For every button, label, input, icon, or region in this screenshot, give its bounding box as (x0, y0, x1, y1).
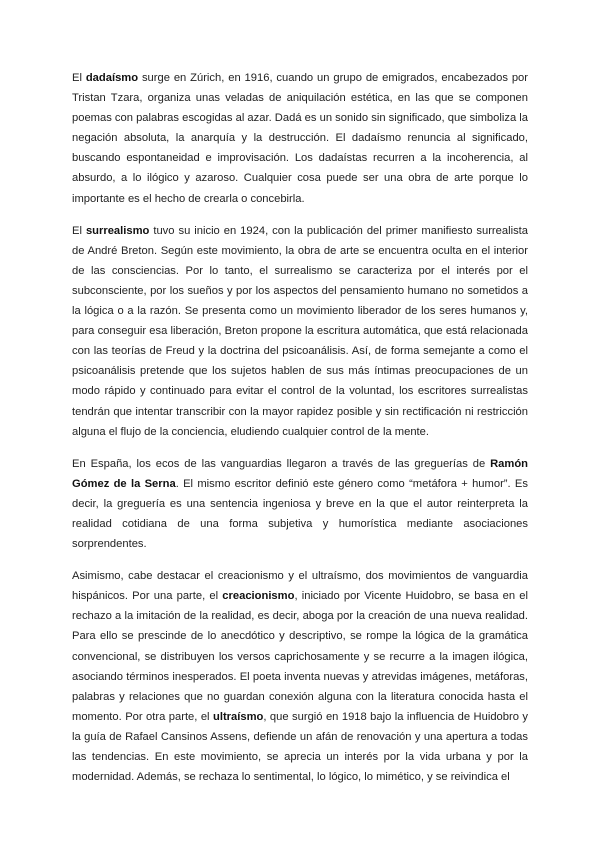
text-run: tuvo su inicio en 1924, con la publicación del primer manifiesto surrealista de André Breton. Según este movimiento, la obra de arte se encuentra oculta en el interior de las consciencias. Por lo tanto, el surrealismo se caracteriza por el interés por el subconsciente, por los sueños y por los aspectos del pensamiento humano no sometidos a la lógica o a la razón. Se presenta como un movimiento liberador de los seres humanos y, para conseguir esa liberación, Breton propone la escritura automática, que está relacionada con las teorías de Freud y la doctrina del psicoanálisis. Así, de forma semejante a como el psicoanálisis pretende que los sujetos hablen de sus más íntimas preocupaciones de un modo rápido y continuado para evitar el control de la voluntad, los escritores surrealistas tendrán que intentar transcribir con la mayor rapidez posible y sin rectificación ni restricción alguna el flujo de la conciencia, eludiendo cualquier control de la mente. (72, 224, 528, 438)
text-run: El (72, 224, 86, 237)
text-run: En España, los ecos de las vanguardias llegaron a través de las greguerías de (72, 457, 491, 470)
text-run: , que surgió en 1918 bajo la influencia de Huidobro y la guía de Rafael Cansinos Assens, defiende un afán de renovación y una apertura a todas las tendencias. En este movimiento, se aprecia un interés por la vida urbana y por la modernidad. Además, se rechaza lo sentimental, lo lógico, lo mimético, y se reivindica el (72, 710, 528, 784)
term-ultraismo: ultraísmo (213, 710, 264, 723)
text-run: Asimismo, cabe destacar el creacionismo y el ultraísmo, dos movimientos de vanguardia hispánicos. Por una parte, el (72, 570, 528, 603)
paragraph-dadaismo (72, 68, 528, 209)
text-run: El (72, 72, 86, 84)
term-dadaismo: dadaísmo (85, 72, 139, 84)
term-ramon-gomez-de-la-serna: Ramón Gómez de la Serna (72, 457, 528, 490)
term-creacionismo: creacionismo (222, 590, 295, 603)
text-run: . El mismo escritor definió este género como “metáfora + humor”. Es decir, la greguería es una sentencia ingeniosa y breve en la que el autor reinterpreta la realidad cotidiana de una forma subjetiva y humorística mediante asociaciones sorprendentes. (72, 477, 528, 551)
paragraph-creacionismo-ultraismo (72, 566, 528, 787)
text-run: surge en Zúrich, en 1916, cuando un grupo de emigrados, encabezados por Tristan Tzara, organiza unas veladas de aniquilación estética, en las que se componen poemas con palabras escogidas al azar. Dadá es un sonido sin significado, que simboliza la negación absoluta, la anarquía y la destrucción. El dadaísmo renuncia al significado, buscando espontaneidad e improvisación. Los dadaístas recurren a la incoherencia, al absurdo, a lo ilógico y azaroso. Cualquier cosa puede ser una obra de arte porque lo importante es el hecho de crearla o concebirla. (72, 72, 528, 205)
text-run: , iniciado por Vicente Huidobro, se basa en el rechazo a la imitación de la realidad, es decir, aboga por la creación de una nueva realidad. Para ello se prescinde de lo anecdótico y descriptivo, se rompe la lógica de la gramática convencional, se distribuyen los versos caprichosamente y se recurre a la imagen ilógica, asociando términos inesperados. El poeta inventa nuevas y atrevidas imágenes, metáforas, palabras y relaciones que no guardan conexión alguna con la literatura conocida hasta el momento. Por otra parte, el (72, 590, 528, 723)
term-surrealismo: surrealismo (85, 224, 150, 237)
paragraph-greguerias (72, 454, 528, 554)
paragraph-surrealismo (72, 221, 528, 442)
document-page (72, 68, 528, 799)
